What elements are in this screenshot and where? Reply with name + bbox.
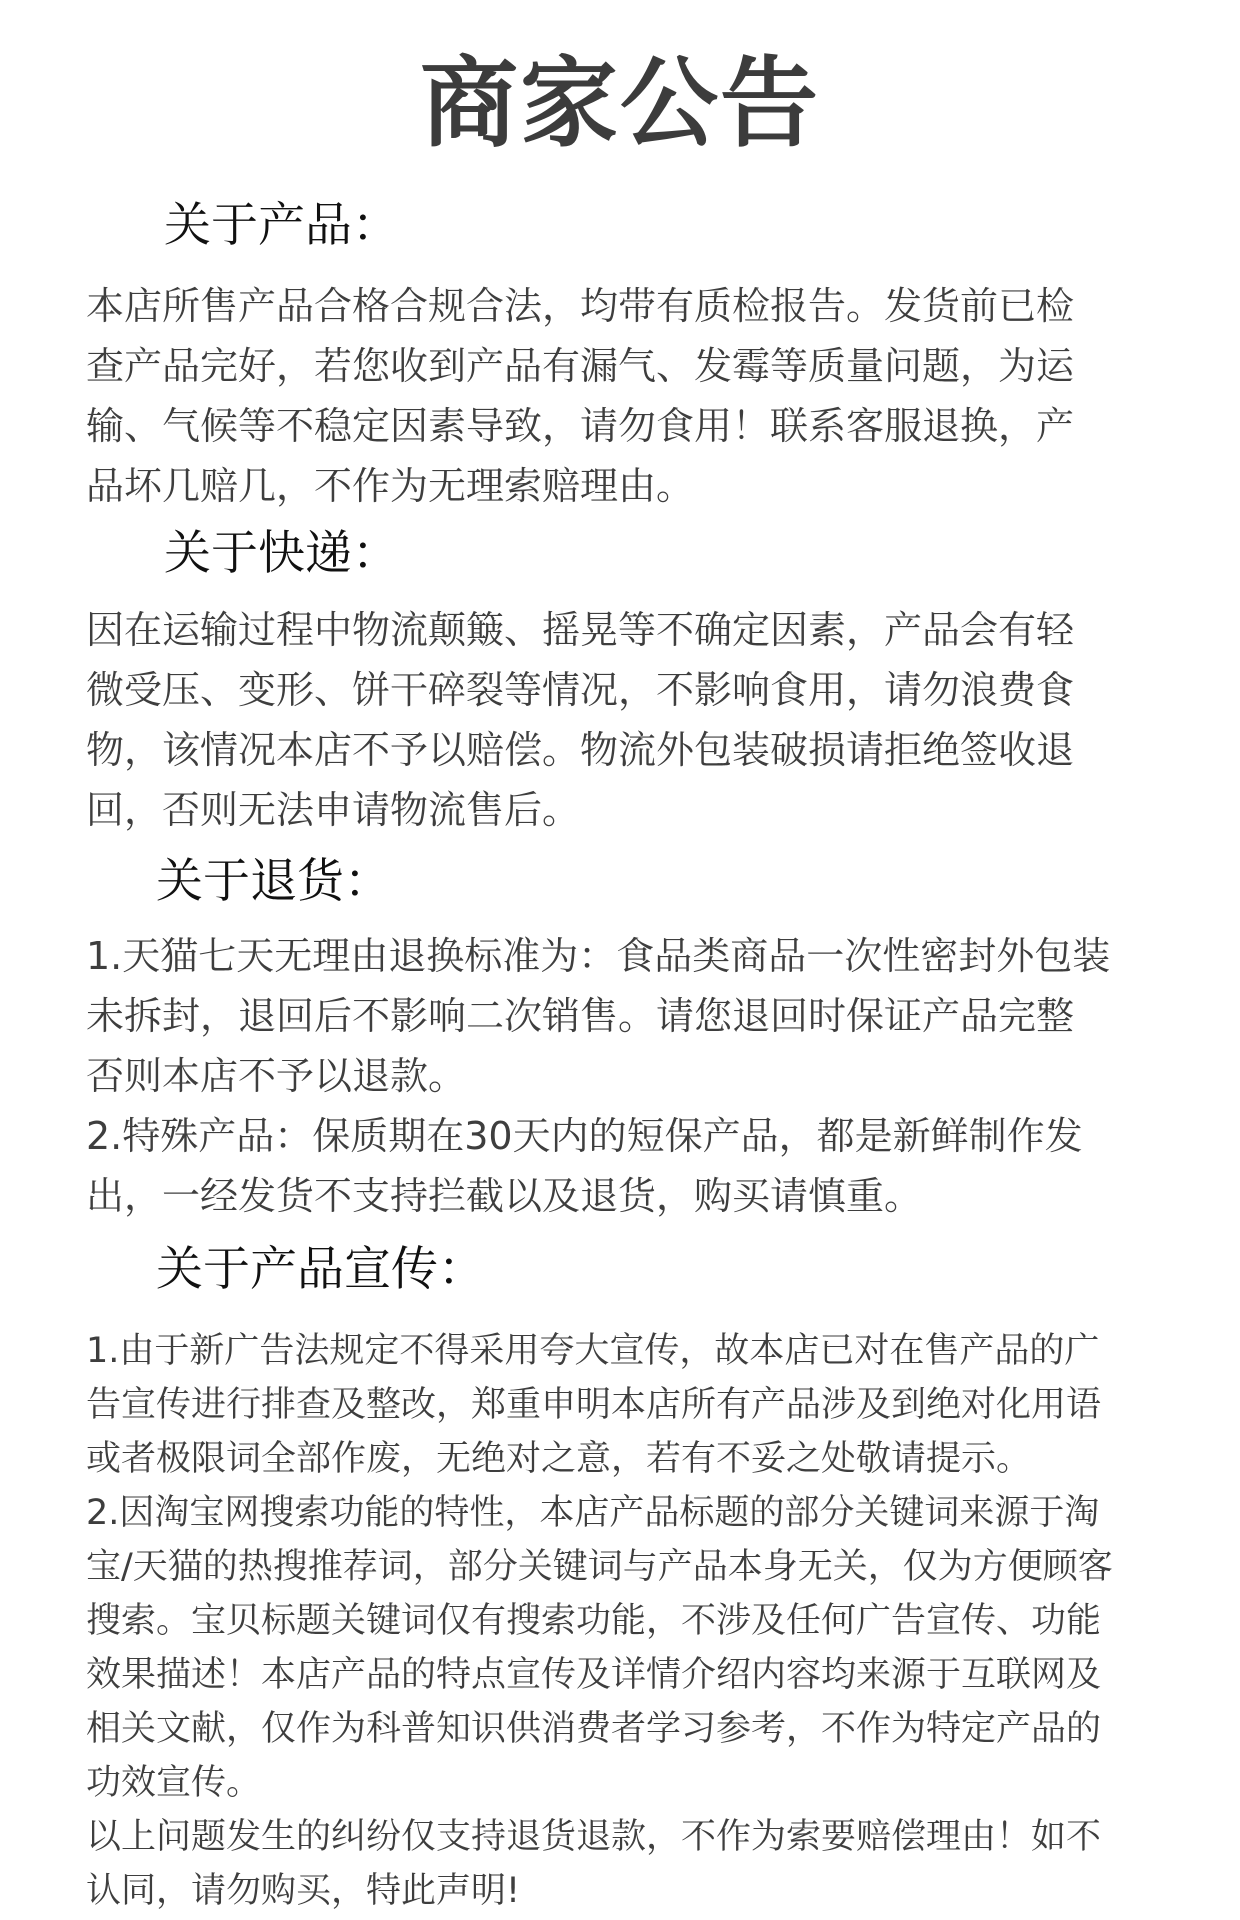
text-line: 宝/天猫的热搜推荐词，部分关键词与产品本身无关，仅为方便顾客 <box>86 1547 1113 1587</box>
text-line: 1.天猫七天无理由退换标准为：食品类商品一次性密封外包装 <box>86 934 1111 978</box>
text-line: 1.由于新广告法规定不得采用夸大宣传，故本店已对在售产品的广 <box>86 1331 1100 1371</box>
section-heading-promotion: 关于产品宣传： <box>156 1242 485 1297</box>
section-returns-paragraph-1 <box>86 926 1186 1106</box>
text-line: 效果描述！本店产品的特点宣传及详情介绍内容均来源于互联网及 <box>86 1655 1102 1695</box>
text-line: 以上问题发生的纠纷仅支持退货退款，不作为索要赔偿理由！如不 <box>86 1817 1102 1857</box>
text-line: 认同，请勿购买，特此声明! <box>86 1871 521 1911</box>
text-line: 功效宣传。 <box>86 1763 262 1803</box>
section-returns-paragraph-2 <box>86 1106 1186 1226</box>
text-line: 回，否则无法申请物流售后。 <box>86 788 581 832</box>
section-promotion-paragraph-2 <box>86 1486 1186 1810</box>
text-line: 相关文献，仅作为科普知识供消费者学习参考，不作为特定产品的 <box>86 1709 1102 1749</box>
text-line: 否则本店不予以退款。 <box>86 1054 467 1098</box>
text-line: 2.因淘宝网搜索功能的特性，本店产品标题的部分关键词来源于淘 <box>86 1493 1100 1533</box>
page-title: 商家公告 <box>419 47 820 161</box>
text-line: 微受压、变形、饼干碎裂等情况，不影响食用，请勿浪费食 <box>86 668 1075 712</box>
section-heading-returns: 关于退货： <box>156 854 391 909</box>
text-line: 物，该情况本店不予以赔偿。物流外包装破损请拒绝签收退 <box>86 728 1075 772</box>
section-promotion-disclaimer <box>86 1810 1186 1918</box>
text-line: 出，一经发货不支持拦截以及退货，购买请慎重。 <box>86 1174 923 1218</box>
text-line: 2.特殊产品：保质期在30天内的短保产品，都是新鲜制作发 <box>86 1114 1083 1158</box>
section-heading-shipping: 关于快递： <box>164 526 399 581</box>
text-line: 品坏几赔几，不作为无理索赔理由。 <box>86 464 695 508</box>
section-product-paragraph <box>86 276 1186 516</box>
text-line: 搜索。宝贝标题关键词仅有搜索功能，不涉及任何广告宣传、功能 <box>86 1601 1102 1641</box>
text-line: 未拆封，退回后不影响二次销售。请您退回时保证产品完整 <box>86 994 1075 1038</box>
text-line: 本店所售产品合格合规合法，均带有质检报告。发货前已检 <box>86 284 1075 328</box>
text-line: 查产品完好，若您收到产品有漏气、发霉等质量问题，为运 <box>86 344 1075 388</box>
text-line: 告宣传进行排查及整改，郑重申明本店所有产品涉及到绝对化用语 <box>86 1385 1102 1425</box>
text-line: 或者极限词全部作废，无绝对之意，若有不妥之处敬请提示。 <box>86 1439 1032 1479</box>
text-line: 输、气候等不稳定因素导致，请勿食用！联系客服退换，产 <box>86 404 1075 448</box>
section-heading-product: 关于产品： <box>164 198 399 253</box>
section-promotion-paragraph-1 <box>86 1324 1186 1486</box>
text-line: 因在运输过程中物流颠簸、摇晃等不确定因素，产品会有轻 <box>86 608 1075 652</box>
section-shipping-paragraph <box>86 600 1186 840</box>
